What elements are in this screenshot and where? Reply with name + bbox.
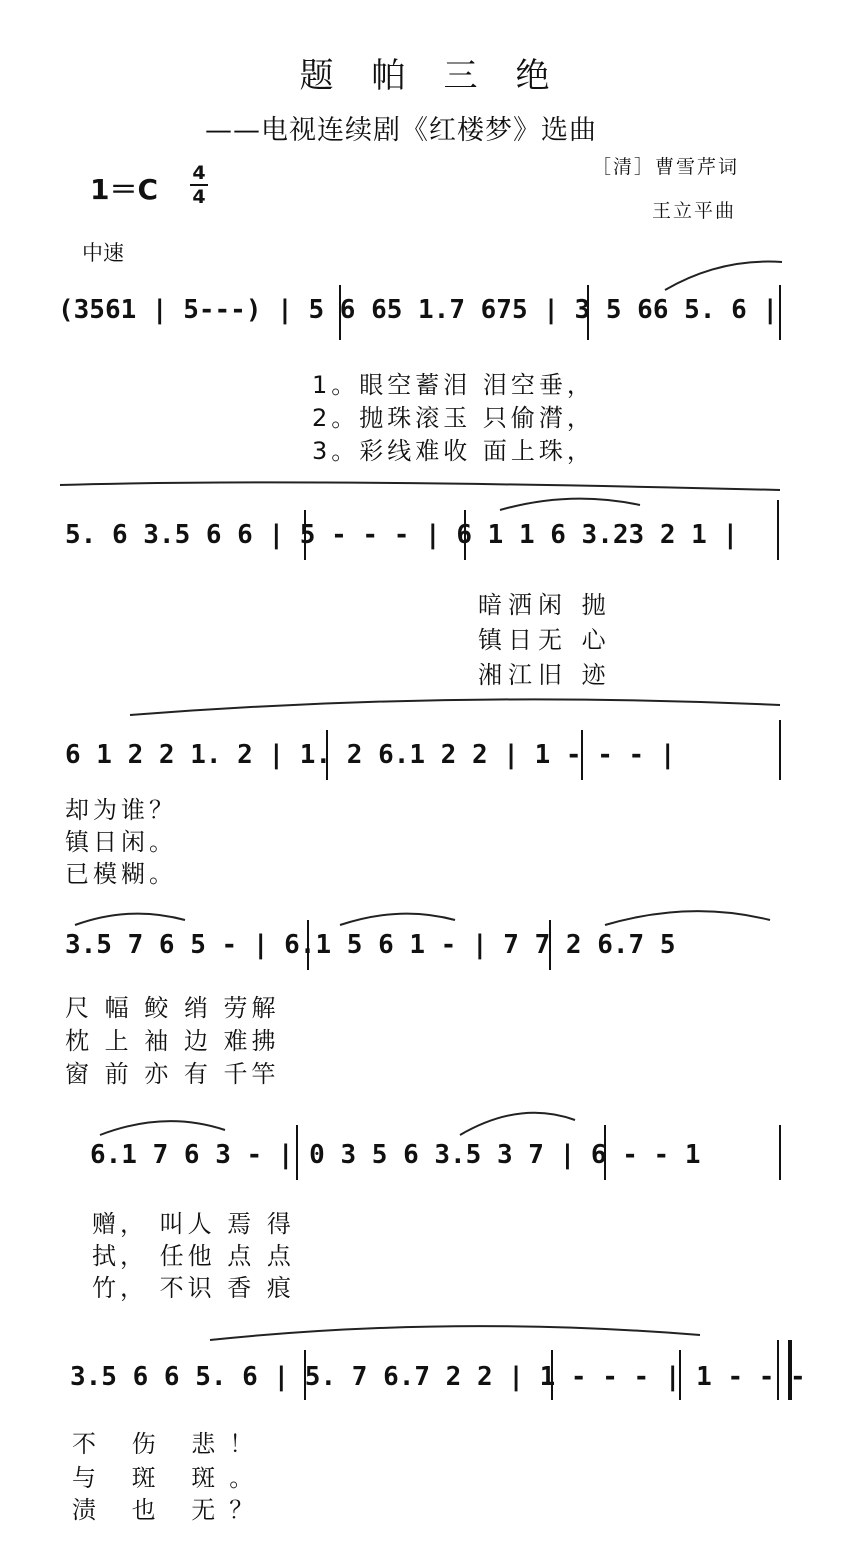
slur (210, 1326, 700, 1340)
lyric-verse-1: 却为谁？ (65, 796, 177, 824)
barlines (297, 285, 790, 1400)
slur (60, 482, 780, 490)
lyric-verse-2: 镇日闲。 (65, 828, 177, 856)
lyric-verse-1: 尺 幅 鲛 绡 劳解 (65, 994, 280, 1022)
song-title: 题帕三绝 (299, 56, 588, 96)
song-subtitle: ——电视连续剧《红楼梦》选曲 (205, 115, 597, 146)
lyric-verse-2: 2。抛珠滚玉 只偷潸， (312, 404, 595, 432)
slur (130, 699, 780, 715)
key-signature: 1＝C (90, 173, 159, 206)
notation-line: 3.5 7 6 5 - | 6.1 5 6 1 - | 7 7 2 6.7 5 (65, 930, 676, 960)
slur (500, 499, 640, 510)
lyric-verse-3: 竹， 不识 香 痕 (92, 1274, 295, 1302)
lyric-verse-3: 3。彩线难收 面上珠， (312, 437, 595, 465)
slur (100, 1121, 225, 1135)
lyric-verse-2: 镇日无 心 (478, 626, 612, 654)
composer-credit: 王立平曲 (652, 200, 737, 222)
slur (665, 262, 782, 290)
lyric-verse-1: 不 伤 悲！ (72, 1430, 268, 1458)
notation-line: 6 1 2 2 1. 2 | 1. 2 6.1 2 2 | 1 - - - | (65, 740, 676, 770)
slur (75, 914, 185, 925)
lyricist-credit: ［清］曹雪芹词 (592, 156, 740, 178)
lyric-verse-3: 湘江旧 迹 (478, 661, 612, 689)
slur (605, 911, 770, 925)
lyric-verse-2: 与 斑 斑。 (72, 1464, 268, 1492)
notation-line: (3561 | 5---) | 5 6 65 1.7 675 | 3 5 66 5. 6 | (58, 295, 779, 325)
notation-line: 5. 6 3.5 6 6 | 5 - - - | 6 1 1 6 3.23 2 1 | (65, 520, 739, 550)
notation-line: 6.1 7 6 3 - | 0 3 5 6 3.5 3 7 | 6 - - 1 (90, 1140, 701, 1170)
notation-line: 3.5 6 6 5. 6 | 5. 7 6.7 2 2 | 1 - - - | 1 - - - (70, 1362, 806, 1392)
lyric-verse-3: 渍 也 无？ (72, 1496, 268, 1524)
lyric-verse-3: 窗 前 亦 有 千竿 (65, 1060, 280, 1088)
lyric-verse-2: 拭， 任他 点 点 (92, 1242, 295, 1270)
meter-bottom: 4 (192, 186, 206, 208)
lyric-verse-1: 1。眼空蓄泪 泪空垂， (312, 371, 595, 399)
tempo-marking: 中速 (82, 241, 124, 265)
slur (340, 914, 455, 925)
lyric-verse-2: 枕 上 袖 边 难拂 (65, 1027, 280, 1055)
lyric-verse-1: 暗洒闲 抛 (478, 591, 612, 619)
lyric-verse-1: 赠， 叫人 焉 得 (92, 1210, 295, 1238)
lyric-verse-3: 已模糊。 (65, 860, 177, 888)
meter-top: 4 (192, 162, 206, 184)
slur (460, 1113, 575, 1135)
